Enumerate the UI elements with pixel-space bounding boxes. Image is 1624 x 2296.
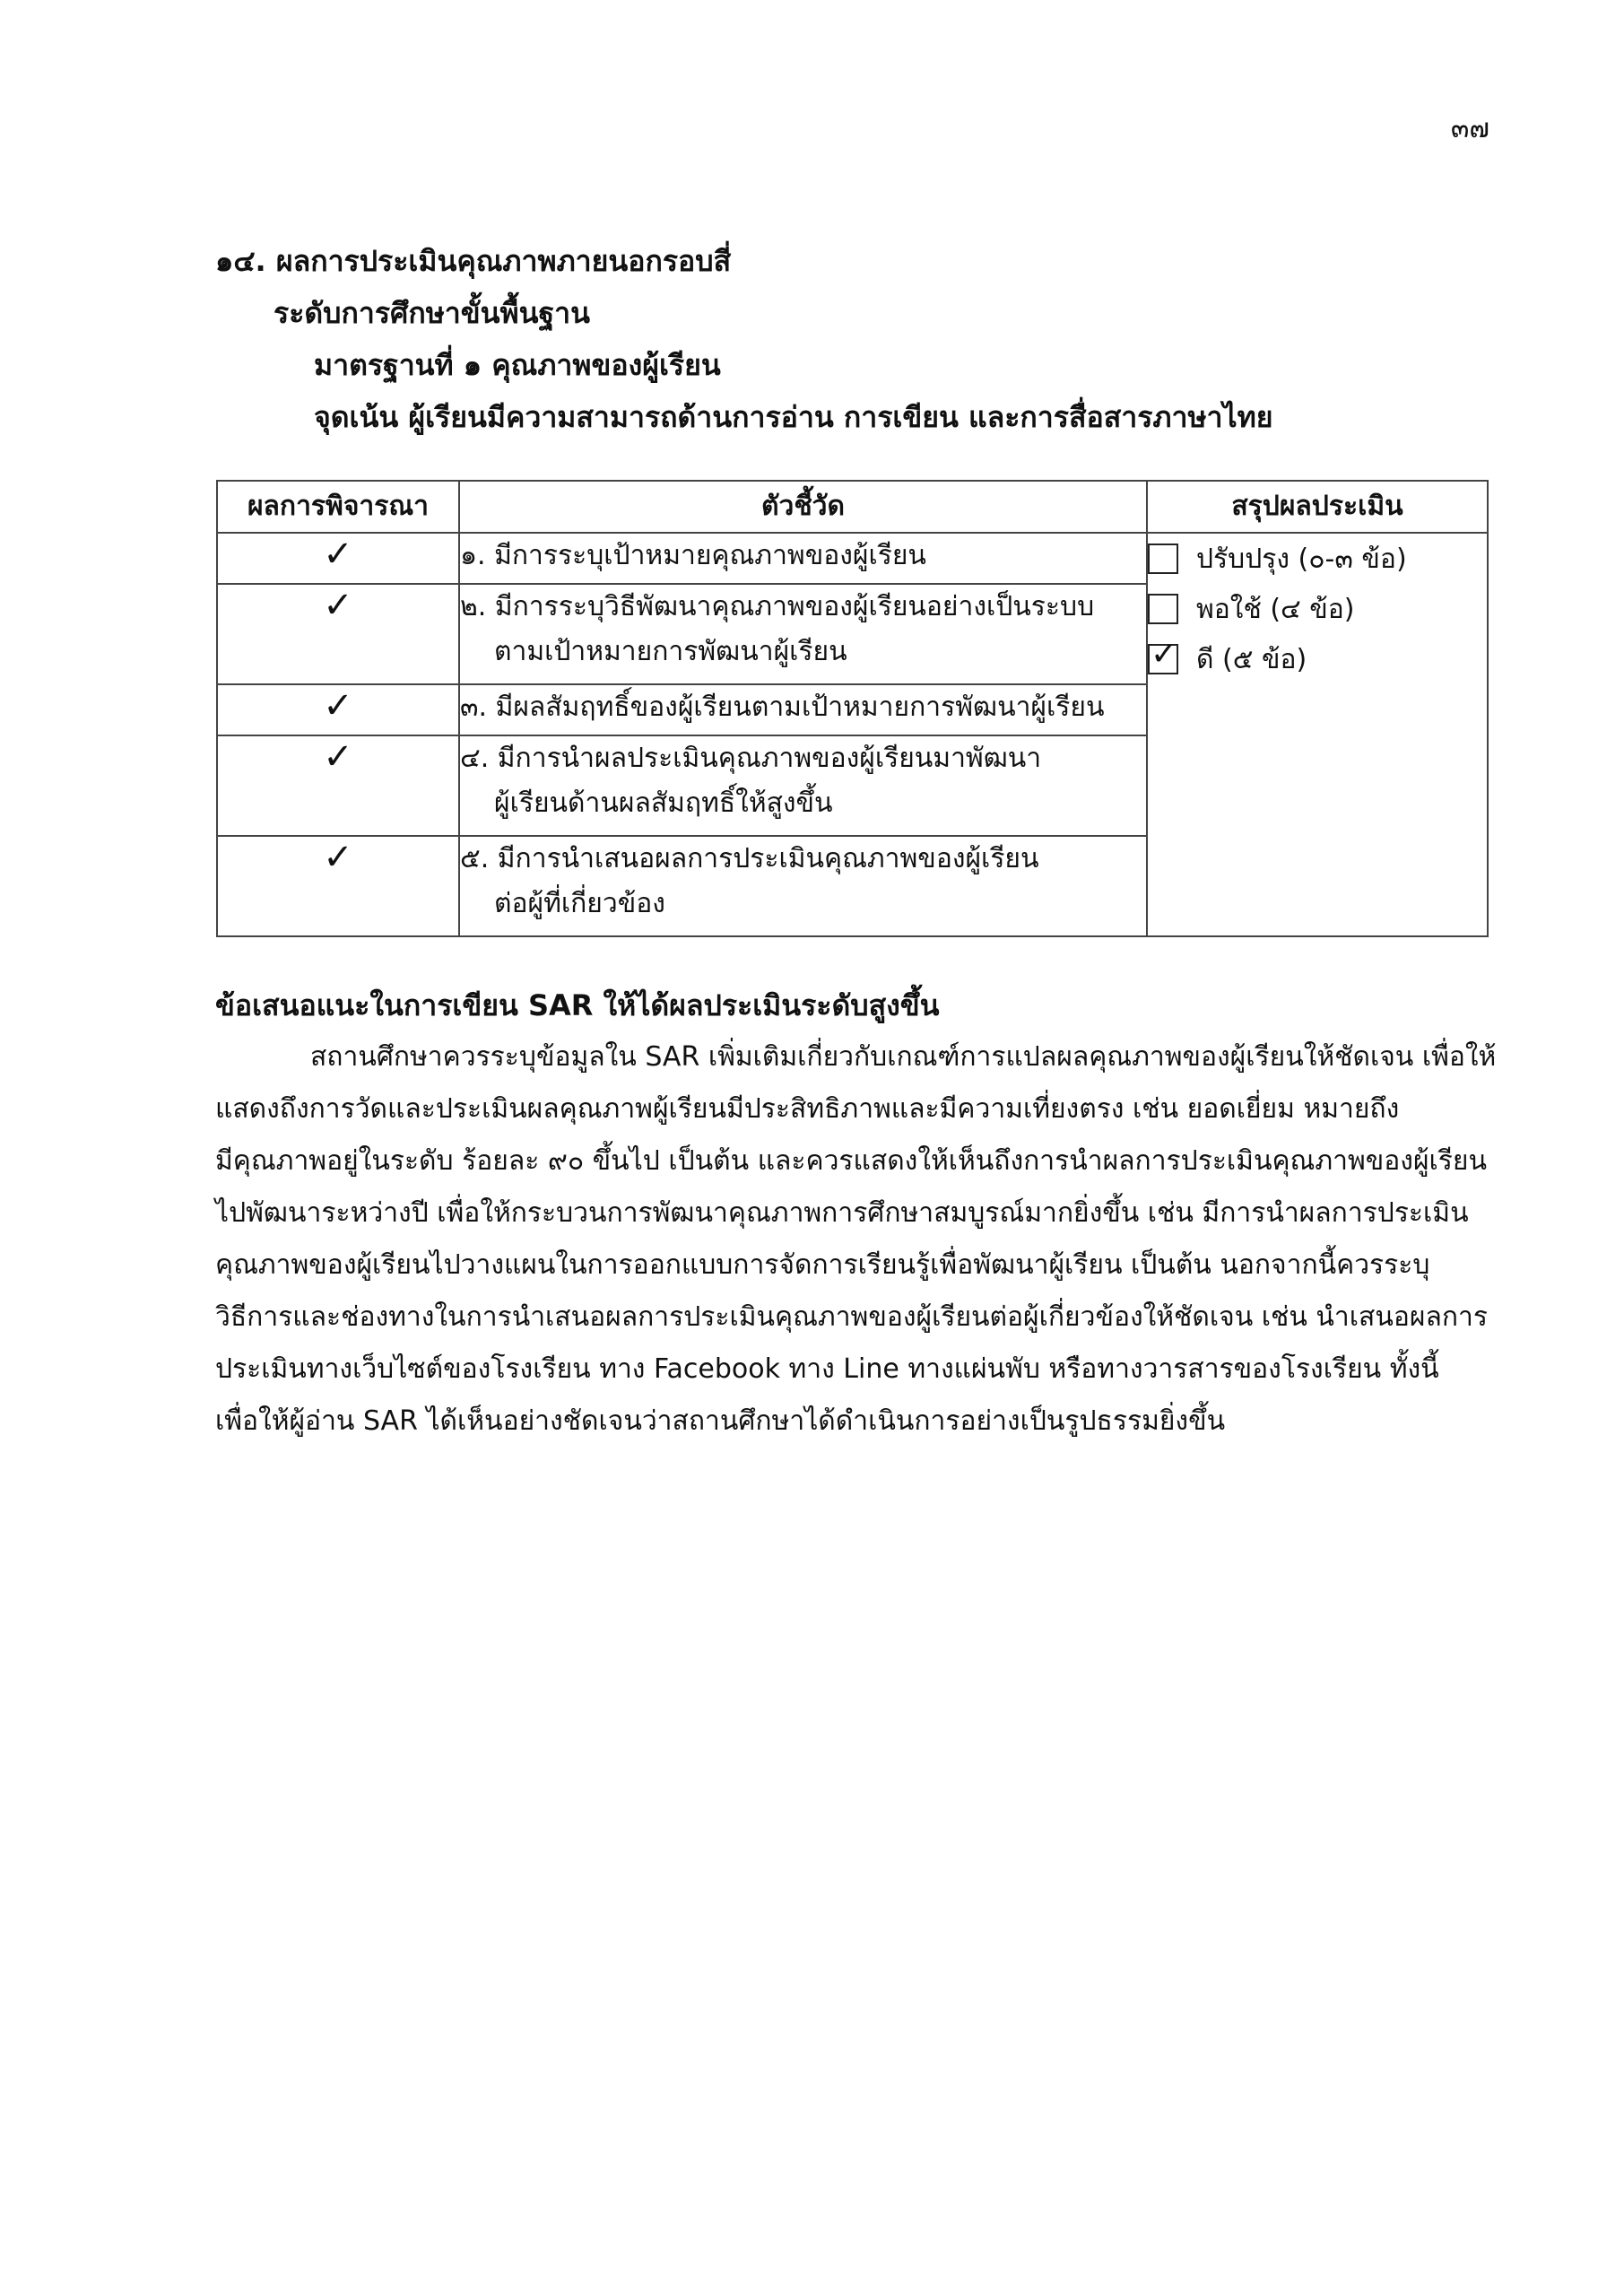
check-mark-icon: ✓ xyxy=(217,584,459,684)
summary-option-good xyxy=(1148,634,1487,684)
focus-heading: จุดเน้น ผู้เรียนมีความสามารถด้านการอ่าน การเขียน และการสื่อสารภาษาไทย xyxy=(314,400,1273,434)
indicator-cell xyxy=(459,533,1147,584)
indicator-text: ๔. มีการนำผลประเมินคุณภาพของผู้เรียนมาพัฒนา xyxy=(460,743,1042,774)
checkbox-icon xyxy=(1148,544,1178,574)
paragraph-line: มีคุณภาพอยู่ในระดับ ร้อยละ ๙๐ ขึ้นไป เป็นต้น และควรแสดงให้เห็นถึงการนำผลการประเมินคุณภาพของผู้เรียน xyxy=(215,1145,1487,1177)
summary-cell xyxy=(1147,533,1488,936)
paragraph-line: คุณภาพของผู้เรียนไปวางแผนในการออกแบบการจัดการเรียนรู้เพื่อพัฒนาผู้เรียน เป็นต้น นอกจากนี้ควรระบุ xyxy=(215,1249,1430,1281)
summary-option-label: ดี (๕ ข้อ) xyxy=(1196,643,1307,675)
paragraph-line: ไปพัฒนาระหว่างปี เพื่อให้กระบวนการพัฒนาคุณภาพการศึกษาสมบูรณ์มากยิ่งขึ้น เช่น มีการนำผลการประเมิน xyxy=(215,1197,1469,1229)
paragraph-line: แสดงถึงการวัดและประเมินผลคุณภาพผู้เรียนมีประสิทธิภาพและมีความเที่ยงตรง เช่น ยอดเยี่ยม หมายถึง xyxy=(215,1093,1400,1125)
suggestion-title: ข้อเสนอแนะในการเขียน SAR ให้ได้ผลประเมินระดับสูงขึ้น xyxy=(215,988,940,1022)
indicator-text-continued: ผู้เรียนด้านผลสัมฤทธิ์ให้สูงขึ้น xyxy=(494,787,833,819)
paragraph-line: ประเมินทางเว็บไซต์ของโรงเรียน ทาง Facebook ทาง Line ทางแผ่นพับ หรือทางวารสารของโรงเรียน ทั้งนี้ xyxy=(215,1353,1439,1385)
summary-option-label: พอใช้ (๔ ข้อ) xyxy=(1196,593,1355,625)
indicator-cell xyxy=(459,735,1147,836)
indicator-cell xyxy=(459,584,1147,684)
assessment-table xyxy=(216,480,1489,937)
check-mark-icon: ✓ xyxy=(217,735,459,836)
standard-heading: มาตรฐานที่ ๑ คุณภาพของผู้เรียน xyxy=(314,348,721,382)
indicator-text: ๒. มีการระบุวิธีพัฒนาคุณภาพของผู้เรียนอย่างเป็นระบบ xyxy=(460,591,1095,622)
check-mark-icon: ✓ xyxy=(217,684,459,735)
paragraph-line: เพื่อให้ผู้อ่าน SAR ได้เห็นอย่างชัดเจนว่าสถานศึกษาได้ดำเนินการอย่างเป็นรูปธรรมยิ่งขึ้น xyxy=(215,1405,1226,1437)
indicator-text: ๑. มีการระบุเป้าหมายคุณภาพของผู้เรียน xyxy=(460,540,926,571)
suggestion-paragraph xyxy=(215,1031,1497,1448)
suggestion-section xyxy=(215,979,1497,1448)
paragraph-line: วิธีการและช่องทางในการนำเสนอผลการประเมินคุณภาพของผู้เรียนต่อผู้เกี่ยวข้องให้ชัดเจน เช่น นำเสนอผลการ xyxy=(215,1301,1488,1333)
header-result: ผลการพิจารณา xyxy=(217,481,459,533)
header-summary: สรุปผลประเมิน xyxy=(1147,481,1488,533)
check-mark-icon: ✓ xyxy=(217,533,459,584)
indicator-text-continued: ตามเป้าหมายการพัฒนาผู้เรียน xyxy=(494,636,847,667)
check-mark-icon: ✓ xyxy=(1151,636,1178,673)
indicator-cell xyxy=(459,684,1147,735)
checked-checkbox-icon xyxy=(1148,636,1178,674)
section-title: ๑๔. ผลการประเมินคุณภาพภายนอกรอบสี่ xyxy=(215,244,732,278)
summary-option-label: ปรับปรุง (๐-๓ ข้อ) xyxy=(1196,543,1407,575)
section-headings xyxy=(215,235,1453,443)
check-mark-icon: ✓ xyxy=(217,836,459,936)
summary-option-improve xyxy=(1148,534,1487,584)
indicator-text: ๕. มีการนำเสนอผลการประเมินคุณภาพของผู้เรียน xyxy=(460,843,1039,874)
indicator-text: ๓. มีผลสัมฤทธิ์ของผู้เรียนตามเป้าหมายการพัฒนาผู้เรียน xyxy=(460,691,1105,723)
table-header-row xyxy=(217,481,1488,533)
checkbox-icon xyxy=(1148,594,1178,624)
table-row xyxy=(217,533,1488,584)
summary-option-fair xyxy=(1148,584,1487,634)
indicator-cell xyxy=(459,836,1147,936)
education-level-heading: ระดับการศึกษาขั้นพื้นฐาน xyxy=(274,296,590,330)
indicator-text-continued: ต่อผู้ที่เกี่ยวข้อง xyxy=(494,888,665,919)
page-number: ๓๗ xyxy=(1450,113,1489,144)
paragraph-line: สถานศึกษาควรระบุข้อมูลใน SAR เพิ่มเติมเกี่ยวกับเกณฑ์การแปลผลคุณภาพของผู้เรียนให้ชัดเจน เพื่อให้ xyxy=(310,1041,1497,1073)
header-indicator: ตัวชี้วัด xyxy=(459,481,1147,533)
